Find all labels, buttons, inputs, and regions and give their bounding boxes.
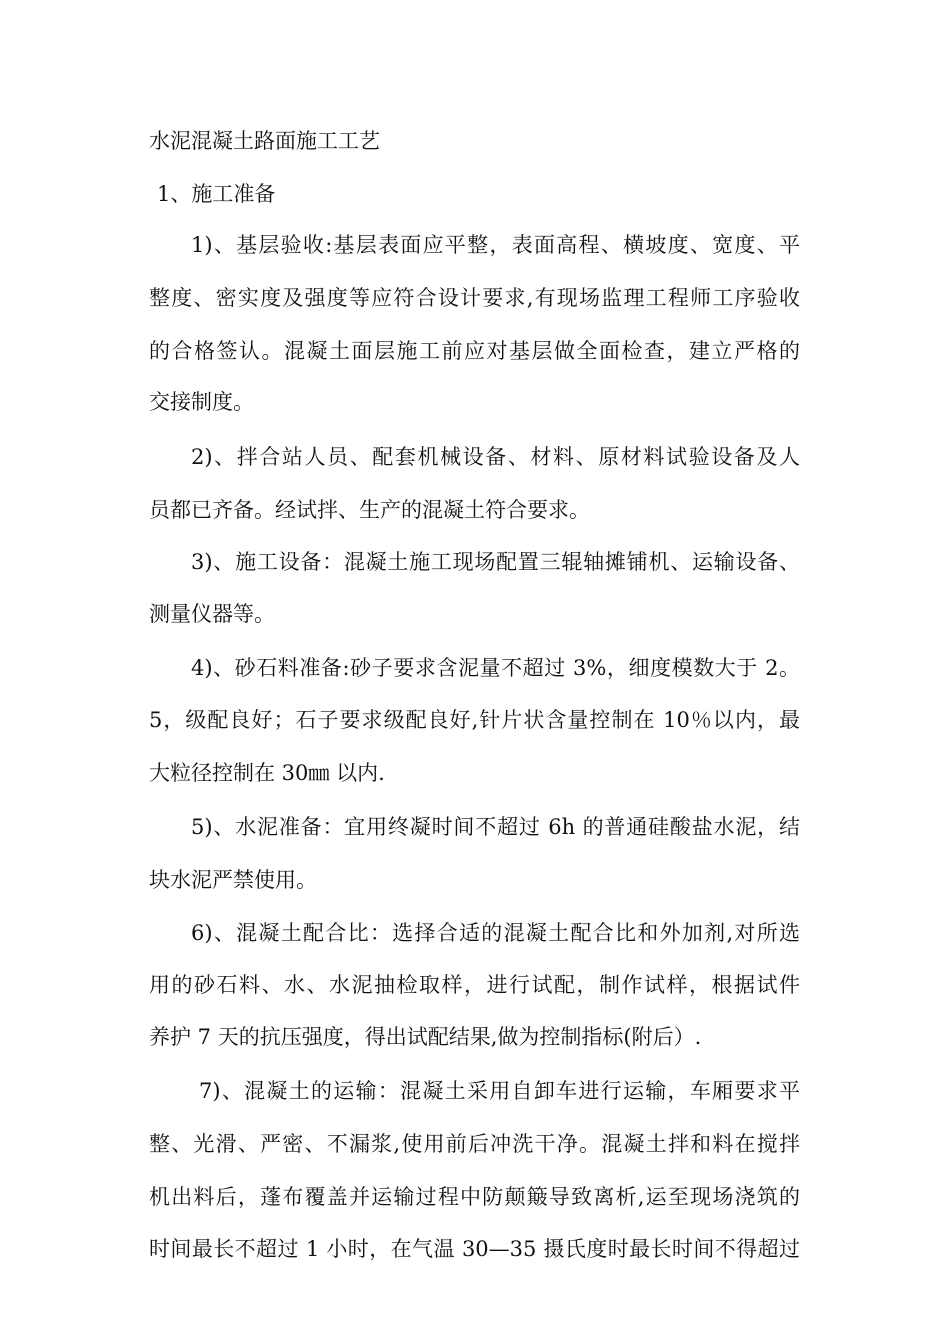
paragraph-line: 用的砂石料、水、水泥抽检取样，进行试配，制作试样，根据试件 — [149, 973, 800, 997]
paragraph-line: 大粒径控制在 30㎜ 以内. — [149, 761, 385, 785]
paragraph-line: 5)、水泥准备：宜用终凝时间不超过 6h 的普通硅酸盐水泥，结 — [191, 815, 800, 839]
paragraph-line: 块水泥严禁使用。 — [149, 868, 317, 892]
paragraph-line: 6)、混凝土配合比：选择合适的混凝土配合比和外加剂,对所选 — [191, 921, 800, 945]
paragraph-line: 2)、拌合站人员、配套机械设备、材料、原材料试验设备及人 — [191, 445, 800, 469]
paragraph-line: 5，级配良好；石子要求级配良好,针片状含量控制在 10％以内，最 — [149, 708, 800, 732]
paragraph-line: 交接制度。 — [149, 390, 254, 414]
paragraph-line: 1)、基层验收:基层表面应平整，表面高程、横坡度、宽度、平 — [191, 233, 800, 257]
paragraph-line: 时间最长不超过 1 小时，在气温 30—35 摄氏度时最长时间不得超过 — [149, 1237, 800, 1261]
paragraph-line: 的合格签认。混凝土面层施工前应对基层做全面检查，建立严格的 — [149, 339, 800, 363]
paragraph-line: 测量仪器等。 — [149, 602, 275, 626]
paragraph-line: 机出料后，蓬布覆盖并运输过程中防颠簸导致离析,运至现场浇筑的 — [149, 1185, 800, 1209]
section-heading: 1、施工准备 — [157, 182, 276, 206]
paragraph-line: 养护 7 天的抗压强度，得出试配结果,做为控制指标(附后）. — [149, 1025, 702, 1049]
document-title: 水泥混凝土路面施工工艺 — [149, 129, 380, 153]
paragraph-line: 4)、砂石料准备:砂子要求含泥量不超过 3%，细度模数大于 2。 — [191, 656, 800, 680]
paragraph-line: 7)、混凝土的运输：混凝土采用自卸车进行运输，车厢要求平 — [199, 1079, 800, 1103]
paragraph-line: 整度、密实度及强度等应符合设计要求,有现场监理工程师工序验收 — [149, 286, 800, 310]
paragraph-line: 3)、施工设备：混凝土施工现场配置三辊轴摊铺机、运输设备、 — [191, 550, 800, 574]
paragraph-line: 整、光滑、严密、不漏浆,使用前后冲洗干净。混凝土拌和料在搅拌 — [149, 1132, 800, 1156]
paragraph-line: 员都已齐备。经试拌、生产的混凝土符合要求。 — [149, 498, 590, 522]
